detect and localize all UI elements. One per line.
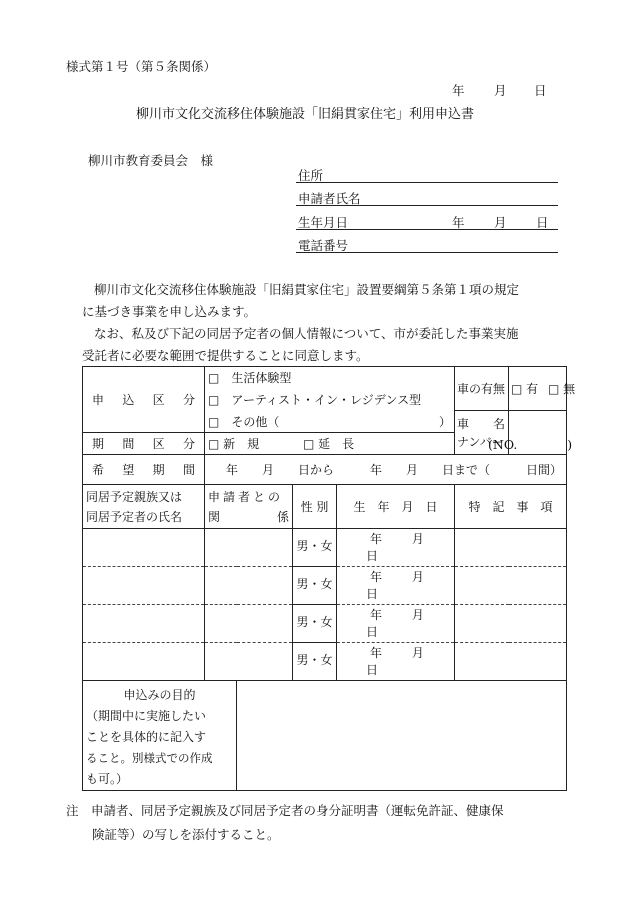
col-notes-header: 特 記 事 項 bbox=[455, 485, 567, 529]
row-day: 日 bbox=[366, 625, 379, 639]
cohabitant-name-cell[interactable] bbox=[83, 529, 205, 567]
table-row bbox=[83, 567, 567, 605]
period-new-checkbox[interactable]: □ 新 規 bbox=[208, 437, 260, 451]
row-month: 月 bbox=[411, 532, 424, 546]
col-name-header bbox=[83, 485, 205, 529]
row-month: 月 bbox=[411, 646, 424, 660]
col-sex-header: 性 別 bbox=[293, 485, 337, 529]
col-relation-line2b: 係 bbox=[276, 509, 289, 524]
birthdate-underline[interactable] bbox=[296, 229, 558, 230]
car-yes-no[interactable] bbox=[509, 367, 576, 411]
relation-cell[interactable] bbox=[205, 529, 293, 567]
application-table bbox=[82, 366, 576, 791]
col-relation-line2a: 関 bbox=[208, 509, 221, 524]
label-char: 希 bbox=[92, 463, 105, 477]
car-number-value[interactable]: (NO. ) bbox=[488, 437, 573, 452]
option-label: □ アーティスト・イン・レジデンス型 bbox=[208, 393, 422, 407]
row-year: 年 bbox=[370, 646, 383, 660]
row-day: 日 bbox=[366, 587, 379, 601]
address-label: 住所 bbox=[298, 168, 324, 183]
birth-cell[interactable] bbox=[337, 605, 455, 643]
label-char: 期 bbox=[92, 437, 105, 451]
phone-underline[interactable] bbox=[296, 252, 558, 253]
desired-period-label bbox=[83, 455, 205, 485]
label-char: 込 bbox=[122, 393, 135, 407]
label-char: 望 bbox=[122, 463, 135, 477]
relation-cell[interactable] bbox=[205, 605, 293, 643]
sex-cell[interactable]: 男・女 bbox=[293, 643, 337, 681]
car-label: 車の有無 bbox=[455, 367, 509, 411]
notes-cell[interactable] bbox=[455, 605, 567, 643]
row-year: 年 bbox=[370, 608, 383, 622]
car-name-label-top: 車 名 bbox=[457, 416, 506, 431]
option-label: □ 生活体験型 bbox=[208, 371, 292, 386]
birthdate-label: 生年月日 bbox=[298, 215, 349, 230]
date-line bbox=[452, 81, 547, 99]
relation-cell[interactable] bbox=[205, 643, 293, 681]
addressee: 柳川市教育委員会 様 bbox=[88, 153, 214, 168]
period-type-label bbox=[83, 433, 205, 455]
row-day: 日 bbox=[366, 549, 379, 563]
label-char: 間 bbox=[122, 437, 135, 451]
statement-line-1: 柳川市文化交流移住体験施設「旧絹貫家住宅」設置要綱第５条第１項の規定 bbox=[94, 282, 520, 297]
label-char: 区 bbox=[152, 437, 165, 451]
car-number-label: ナンバー bbox=[457, 434, 504, 449]
phone-label: 電話番号 bbox=[298, 238, 349, 253]
option-artist-residence[interactable] bbox=[205, 389, 455, 411]
col-relation-line1: 申請者との bbox=[208, 489, 284, 504]
label-char: 分 bbox=[182, 393, 195, 407]
label-char: 分 bbox=[182, 437, 195, 451]
statement-line-2: に基づき事業を申し込みます。 bbox=[82, 304, 257, 319]
applicant-name-label: 申請者氏名 bbox=[298, 191, 361, 206]
label-char: 申 bbox=[92, 393, 105, 407]
birth-cell[interactable] bbox=[337, 567, 455, 605]
birth-day-label: 日 bbox=[536, 215, 549, 230]
option-life-experience[interactable] bbox=[205, 367, 455, 389]
desired-period-value[interactable]: 年 月 日から 年 月 日まで（ 日間） bbox=[205, 455, 567, 485]
purpose-label bbox=[83, 681, 237, 791]
row-year: 年 bbox=[370, 570, 383, 584]
row-month: 月 bbox=[411, 608, 424, 622]
car-no-checkbox[interactable]: □ 無 bbox=[548, 382, 576, 396]
row-year: 年 bbox=[370, 532, 383, 546]
note-line-1: 注 申請者、同居予定親族及び同居予定者の身分証明書（運転免許証、健康保 bbox=[66, 803, 504, 818]
birth-year-label: 年 bbox=[452, 215, 465, 230]
purpose-line: ことを具体的に記入す bbox=[86, 730, 207, 744]
notes-cell[interactable] bbox=[455, 567, 567, 605]
table-row bbox=[83, 605, 567, 643]
sex-cell[interactable]: 男・女 bbox=[293, 605, 337, 643]
notes-cell[interactable] bbox=[455, 643, 567, 681]
table-row bbox=[83, 643, 567, 681]
footer-note bbox=[66, 799, 504, 847]
label-char: 期 bbox=[152, 463, 165, 477]
relation-cell[interactable] bbox=[205, 567, 293, 605]
consent-line-2: 受託者に必要な範囲で提供することに同意します。 bbox=[82, 348, 369, 363]
sex-cell[interactable]: 男・女 bbox=[293, 529, 337, 567]
car-yes-checkbox[interactable]: □ 有 bbox=[511, 382, 539, 396]
col-name-line2: 同居予定者の氏名 bbox=[86, 509, 183, 524]
birth-month-label: 月 bbox=[494, 215, 507, 230]
date-year: 年 bbox=[452, 83, 465, 98]
period-type-options[interactable] bbox=[205, 433, 455, 455]
option-other-close: ） bbox=[439, 414, 452, 429]
consent-line-1: なお、私及び下記の同居予定者の個人情報について、市が委託した事業実施 bbox=[94, 326, 519, 341]
purpose-line: も可。） bbox=[86, 772, 129, 786]
application-type-label bbox=[83, 367, 205, 433]
row-day: 日 bbox=[366, 663, 379, 677]
note-line-2: 険証等）の写しを添付すること。 bbox=[92, 827, 280, 842]
purpose-title: 申込みの目的 bbox=[123, 688, 196, 702]
purpose-line: ること。別様式での作成 bbox=[86, 751, 213, 765]
label-char: 区 bbox=[152, 393, 165, 407]
option-label: □ その他（ bbox=[208, 414, 280, 429]
label-char: 間 bbox=[182, 463, 195, 477]
form-number: 様式第１号（第５条関係） bbox=[66, 59, 217, 74]
sex-cell[interactable]: 男・女 bbox=[293, 567, 337, 605]
col-birth-header: 生 年 月 日 bbox=[337, 485, 455, 529]
birth-cell[interactable] bbox=[337, 529, 455, 567]
application-statement bbox=[82, 279, 562, 367]
row-month: 月 bbox=[411, 570, 424, 584]
col-relation-header bbox=[205, 485, 293, 529]
date-day: 日 bbox=[534, 83, 547, 98]
cohabitant-name-cell[interactable] bbox=[83, 605, 205, 643]
page-title: 柳川市文化交流移住体験施設「旧絹貫家住宅」利用申込書 bbox=[136, 107, 475, 122]
cohabitant-name-cell[interactable] bbox=[83, 643, 205, 681]
cohabitant-name-cell[interactable] bbox=[83, 567, 205, 605]
period-extend-checkbox[interactable]: □ 延 長 bbox=[302, 437, 355, 451]
notes-cell[interactable] bbox=[455, 529, 567, 567]
option-other[interactable] bbox=[205, 411, 455, 433]
address-underline[interactable] bbox=[296, 182, 558, 183]
applicant-name-underline[interactable] bbox=[296, 205, 558, 206]
birth-cell[interactable] bbox=[337, 643, 455, 681]
date-month: 月 bbox=[494, 83, 507, 98]
col-name-line1: 同居予定親族又は bbox=[86, 489, 183, 504]
purpose-line: （期間中に実施したい bbox=[86, 709, 207, 723]
table-row bbox=[83, 529, 567, 567]
purpose-input[interactable] bbox=[237, 681, 567, 791]
